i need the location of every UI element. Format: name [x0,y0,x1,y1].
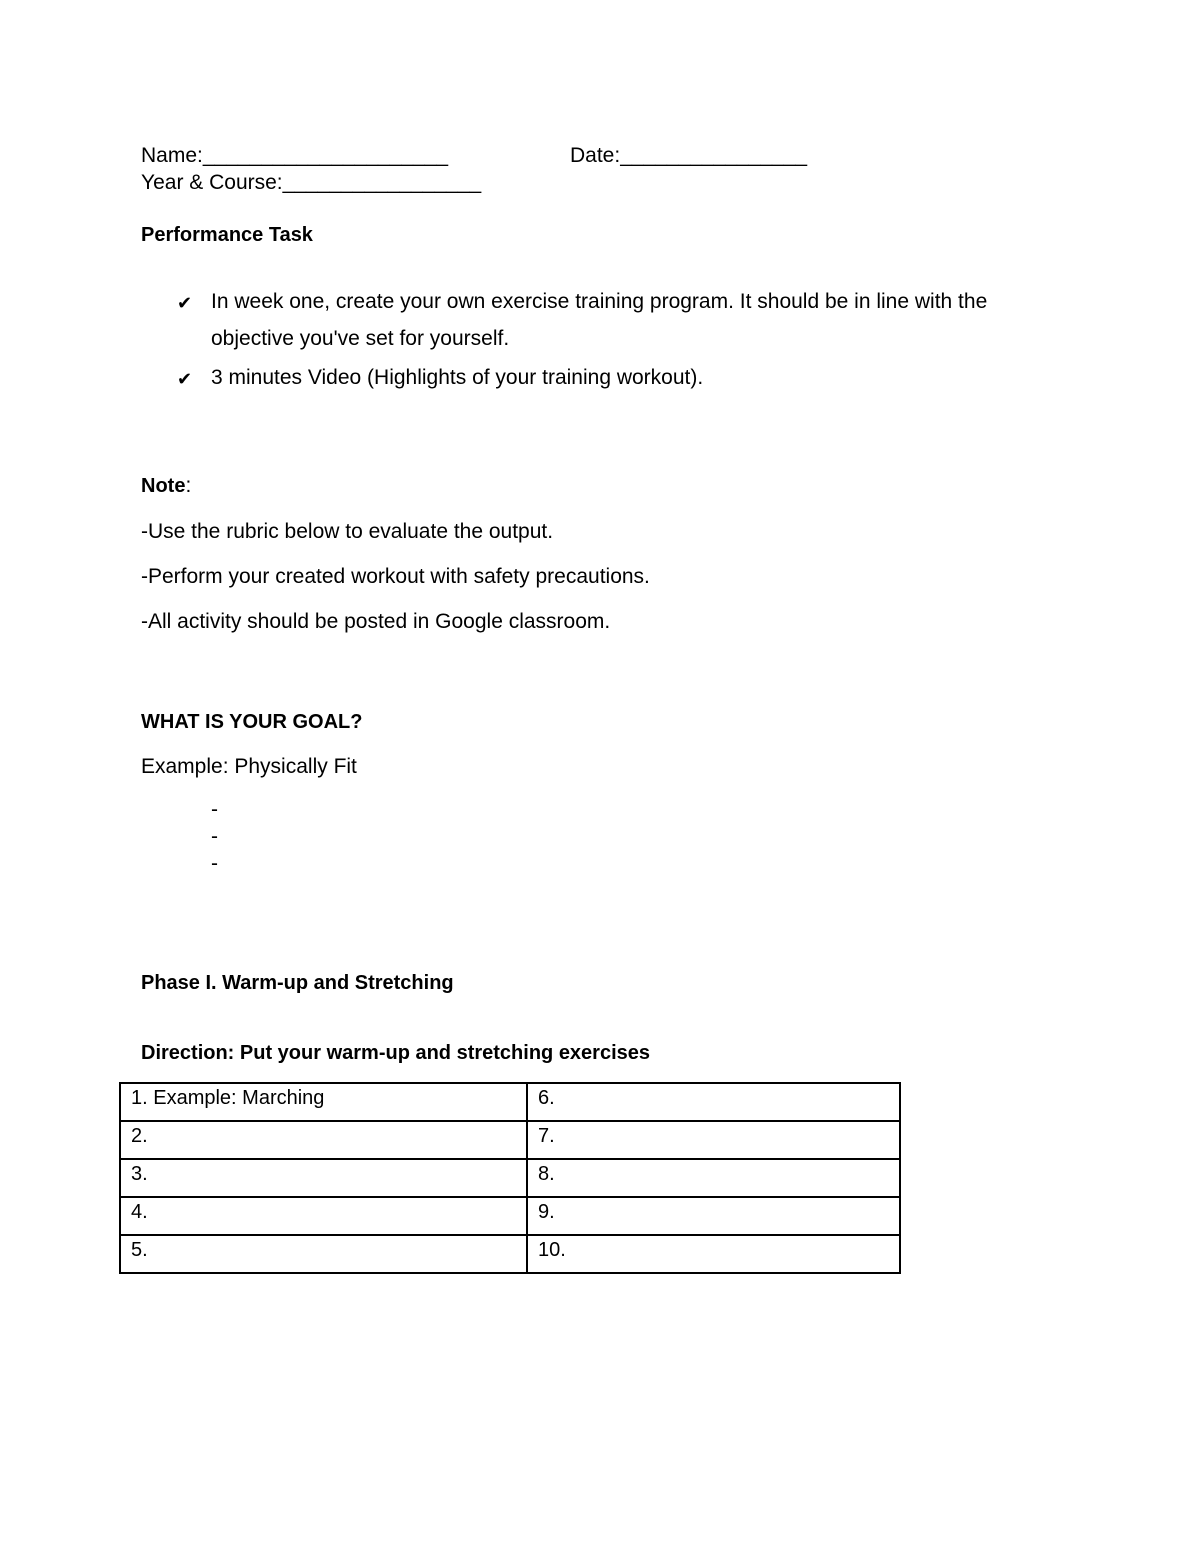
date-field: Date:________________ [570,144,808,167]
goal-title: WHAT IS YOUR GOAL? [141,711,363,733]
table-row [120,1083,900,1121]
check-icon: ✔ [177,369,193,389]
table-cell[interactable]: 7. [527,1121,900,1159]
table-cell[interactable]: 8. [527,1159,900,1197]
table-cell[interactable]: 5. [120,1235,527,1273]
performance-task-title: Performance Task [141,224,313,246]
goal-example: Example: Physically Fit [141,755,357,778]
direction-text: Direction: Put your warm-up and stretching exercises [141,1042,651,1064]
task-item-2: 3 minutes Video (Highlights of your training workout). [211,366,704,389]
table-cell[interactable]: 1. Example: Marching [120,1083,527,1121]
table-row [120,1197,900,1235]
table-cell[interactable]: 4. [120,1197,527,1235]
table-row [120,1235,900,1273]
goal-dash-3: - [211,852,218,875]
phase-title: Phase I. Warm-up and Stretching [141,972,454,994]
goal-dash-1: - [211,798,218,821]
table-row [120,1121,900,1159]
note-line-2: -Perform your created workout with safety precautions. [141,565,650,588]
exercise-table [119,1082,901,1274]
table-cell[interactable]: 6. [527,1083,900,1121]
note-heading [141,473,191,499]
table-row [120,1159,900,1197]
note-colon: : [185,474,192,497]
goal-dash-2: - [211,825,218,848]
check-icon: ✔ [177,293,193,313]
table-cell[interactable]: 9. [527,1197,900,1235]
year-course-field: Year & Course:_________________ [141,171,482,194]
name-field: Name:_____________________ [141,144,449,167]
table-cell[interactable]: 10. [527,1235,900,1273]
note-label: Note [141,475,186,497]
note-line-3: -All activity should be posted in Google classroom. [141,610,611,633]
note-line-1: -Use the rubric below to evaluate the output. [141,520,554,543]
task-item-1: In week one, create your own exercise training program. It should be in line with the objective you've set for yourself. [211,290,988,350]
table-cell[interactable]: 2. [120,1121,527,1159]
table-cell[interactable]: 3. [120,1159,527,1197]
